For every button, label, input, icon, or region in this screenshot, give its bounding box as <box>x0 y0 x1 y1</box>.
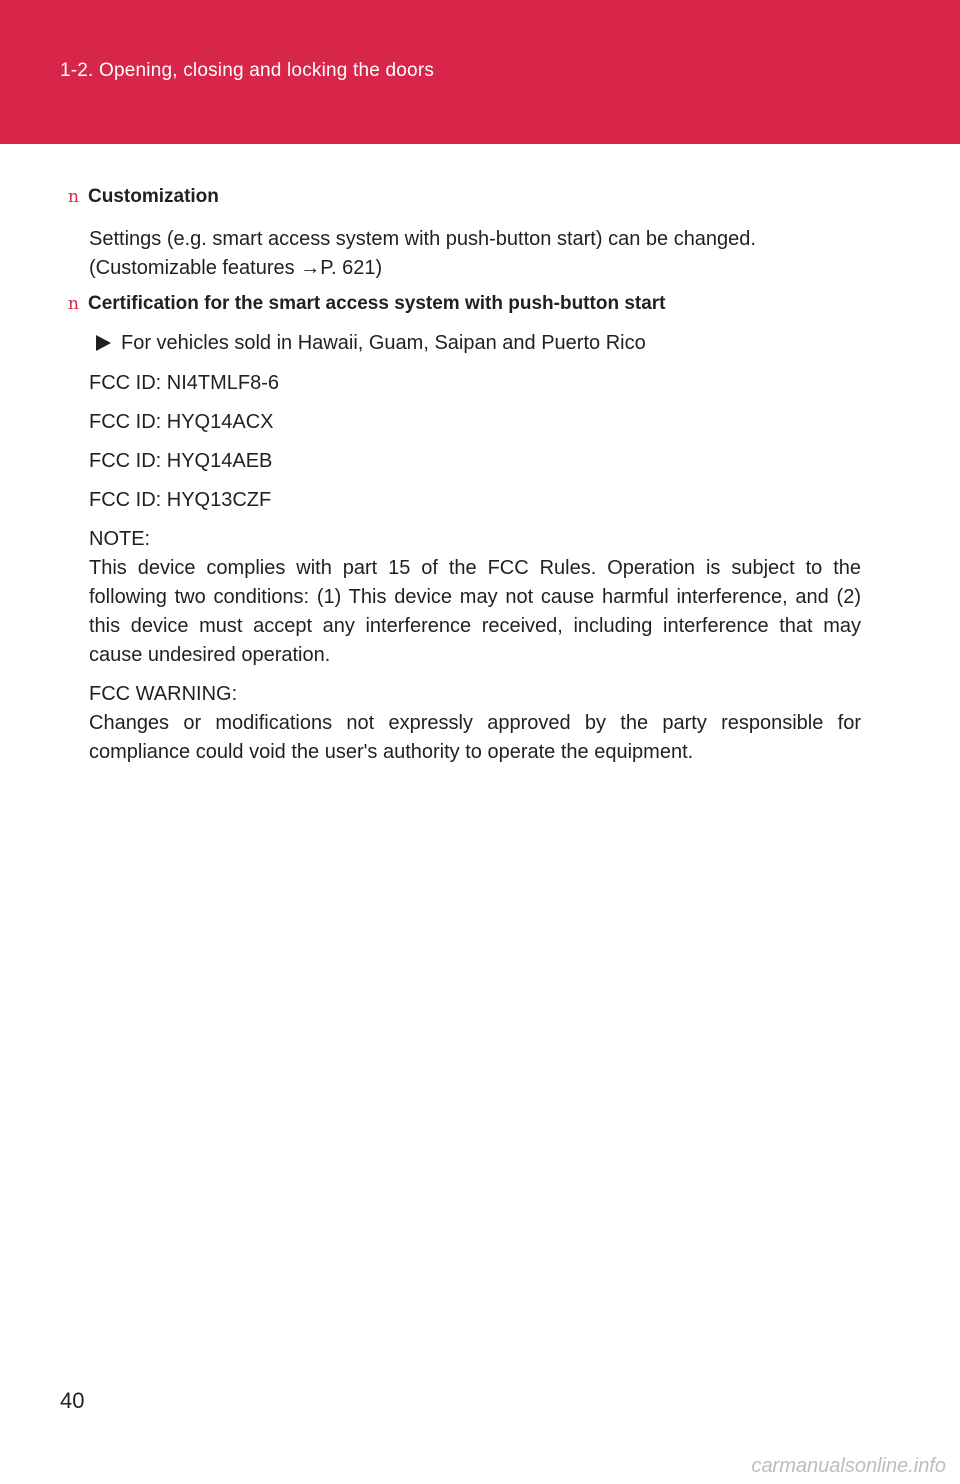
page-number: 40 <box>60 1388 85 1413</box>
bullet-icon: n <box>68 187 79 207</box>
fcc-id-4: FCC ID: HYQ13CZF <box>89 489 272 511</box>
fcc-id-2: FCC ID: HYQ14ACX <box>89 411 274 433</box>
fcc-id-1: FCC ID: NI4TMLF8-6 <box>89 372 280 394</box>
customization-body <box>89 225 861 283</box>
region-text: For vehicles sold in Hawaii, Guam, Saipan and Puerto Rico <box>121 332 646 354</box>
region-condition <box>96 332 646 355</box>
fcc-warning-label: FCC WARNING: <box>89 683 238 705</box>
fcc-note-label: NOTE: <box>89 528 151 550</box>
customization-line-1: Settings (e.g. smart access system with push-button start) can be changed. <box>89 228 756 250</box>
customization-heading-text: Customization <box>88 186 219 207</box>
certification-heading <box>68 293 666 315</box>
certification-heading-text: Certification for the smart access system with push-button start <box>88 293 666 314</box>
watermark: carmanualsonline.info <box>751 1455 946 1477</box>
customization-line-2: (Customizable features →P. 621) <box>89 257 383 279</box>
section-title: 1-2. Opening, closing and locking the doors <box>60 60 435 81</box>
fcc-id-3: FCC ID: HYQ14AEB <box>89 450 273 472</box>
fcc-warning-text: Changes or modifications not expressly approved by the party responsible for compliance could void the user's authority to operate the equipment. <box>89 712 861 763</box>
bullet-icon: n <box>68 294 79 314</box>
section-header-band <box>0 0 960 144</box>
fcc-note-text: This device complies with part 15 of the FCC Rules. Operation is subject to the following two conditions: (1) This device may not cause harmful interference, and (2) this device must accept any interference received, including interference that may cause undesired operation. <box>89 557 861 666</box>
customization-heading <box>68 186 219 208</box>
right-triangle-arrow-icon <box>96 335 111 351</box>
